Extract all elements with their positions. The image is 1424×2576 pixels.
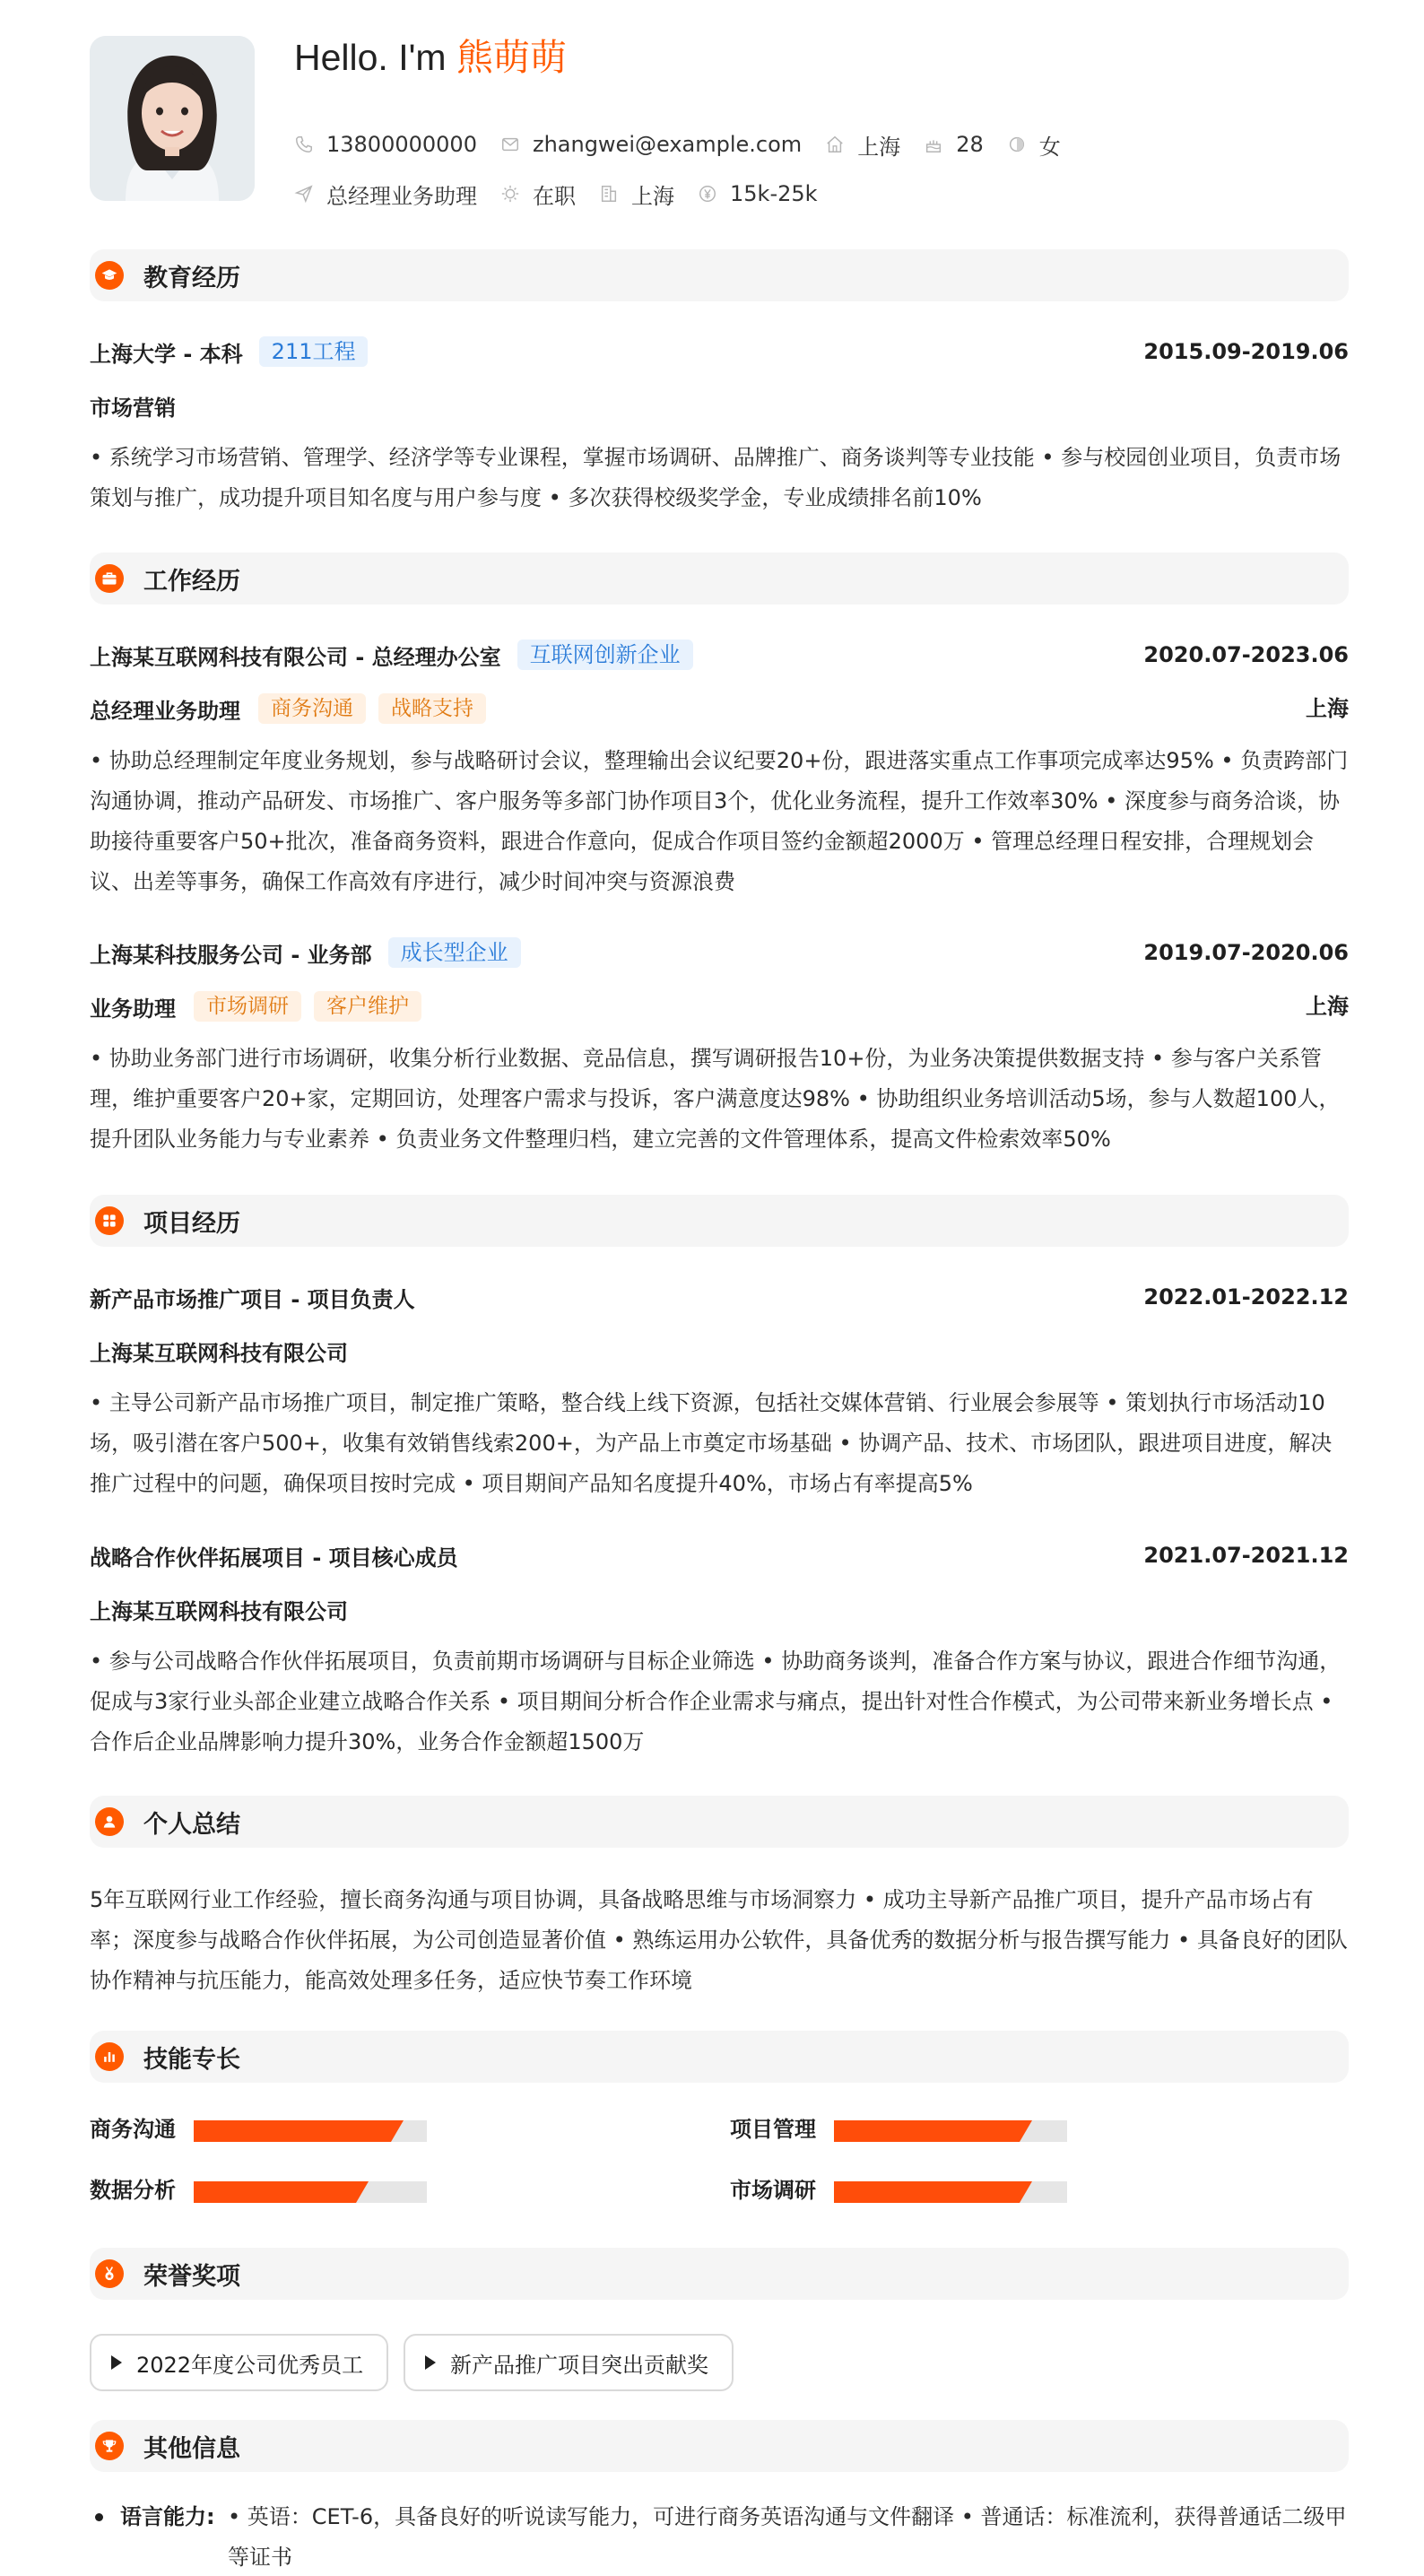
mail-icon bbox=[500, 135, 520, 154]
skill-fill bbox=[834, 2120, 1020, 2142]
expected-city-item bbox=[599, 178, 674, 210]
award-item bbox=[90, 2334, 388, 2391]
work-location: 上海 bbox=[1306, 994, 1349, 1019]
education-description: • 系统学习市场营销、管理学、经济学等专业课程，掌握市场调研、品牌推广、商务谈判等专业技能 • 参与校园创业项目，负责市场策划与推广，成功提升项目知名度与用户参与度 • 多次获得校级奖学金，专业成绩排名前10% bbox=[90, 445, 1342, 510]
work-role: 业务助理 bbox=[90, 996, 176, 1022]
work-role: 总经理业务助理 bbox=[90, 698, 240, 724]
avatar bbox=[90, 36, 255, 201]
summary-section-header bbox=[90, 1796, 1349, 1848]
work-entry-header bbox=[90, 639, 1349, 671]
contact-row bbox=[294, 128, 1084, 161]
play-icon bbox=[111, 2355, 122, 2370]
award-text: 2022年度公司优秀员工 bbox=[136, 2352, 364, 2378]
awards-list bbox=[90, 2334, 1349, 2391]
gender-item bbox=[1007, 129, 1061, 161]
briefcase-icon bbox=[95, 564, 124, 593]
language-text: • 英语：CET-6，具备良好的听说读写能力，可进行商务英语沟通与文件翻译 • 普通话：标准流利，获得普通话二级甲等证书 bbox=[228, 2504, 1347, 2570]
work-date: 2019.07-2020.06 bbox=[1143, 940, 1349, 965]
candidate-name: 熊萌萌 bbox=[456, 37, 567, 78]
work-company: 上海某互联网科技有限公司 - 总经理办公室 bbox=[90, 644, 501, 670]
other-section-header bbox=[90, 2420, 1349, 2472]
bar-chart-icon bbox=[95, 2042, 124, 2071]
phone-item bbox=[294, 132, 477, 157]
phone-icon bbox=[294, 135, 314, 154]
bullet-dot bbox=[95, 2513, 103, 2521]
work-skill-tag: 商务沟通 bbox=[258, 693, 366, 724]
status-icon bbox=[500, 184, 520, 204]
expected-city-text: 上海 bbox=[631, 183, 674, 209]
greeting-text: Hello. I'm bbox=[294, 37, 456, 78]
education-date: 2015.09-2019.06 bbox=[1143, 339, 1349, 364]
project-entry-header bbox=[90, 1281, 1349, 1313]
yen-icon bbox=[698, 184, 717, 204]
phone-text: 13800000000 bbox=[326, 132, 477, 157]
project-description: • 参与公司战略合作伙伴拓展项目，负责前期市场调研与目标企业筛选 • 协助商务谈判，准备合作方案与协议，跟进合作细节沟通，促成与3家行业头部企业建立战略合作关系 • 项目期间分析合作企业需求与痛点，提出针对性合作模式，为公司带来新业务增长点 • 合作后企业品牌影响力提升30%，业务合作金额超1500万 bbox=[90, 1649, 1342, 1754]
skill-name: 商务沟通 bbox=[90, 2117, 176, 2142]
email-text: zhangwei@example.com bbox=[532, 132, 803, 157]
project-date: 2021.07-2021.12 bbox=[1143, 1543, 1349, 1568]
summary-text: 5年互联网行业工作经验，擅长商务沟通与项目协调，具备战略思维与市场洞察力 • 成功主导新产品推广项目，提升产品市场占有率；深度参与战略合作伙伴拓展，为公司创造显著价值 • 熟练运用办公软件，具备优秀的数据分析与报告撰写能力 • 具备良好的团队协作精神与抗压能力，能高效处理多任务，适应快节奏工作环境 bbox=[90, 1887, 1348, 1993]
grid-icon bbox=[95, 1206, 124, 1235]
work-role-row bbox=[90, 692, 1349, 725]
project-description: • 主导公司新产品市场推广项目，制定推广策略，整合线上线下资源，包括社交媒体营销、行业展会参展等 • 策划执行市场活动10场，吸引潜在客户500+，收集有效销售线索200+，为产品上市奠定市场基础 • 协调产品、技术、市场团队，跟进项目进度，解决推广过程中的问题，确保项目按时完成 • 项目期间产品知名度提升40%，市场占有率提高5% bbox=[90, 1390, 1333, 1496]
projects-section-header bbox=[90, 1195, 1349, 1247]
work-company-tag: 互联网创新企业 bbox=[517, 640, 693, 670]
awards-section-header bbox=[90, 2248, 1349, 2300]
work-description: • 协助总经理制定年度业务规划，参与战略研讨会议，整理输出会议纪要20+份，跟进落实重点工作事项完成率达95% • 负责跨部门沟通协调，推动产品研发、市场推广、客户服务等多部门协作项目3个，优化业务流程，提升工作效率30% • 深度参与商务洽谈，协助接待重要客户50+批次，准备商务资料，跟进合作意向，促成合作项目签约金额超2000万 • 管理总经理日程安排，合理规划会议、出差等事务，确保工作高效有序进行，减少时间冲突与资源浪费 bbox=[90, 748, 1349, 894]
graduation-cap-icon bbox=[95, 261, 124, 290]
skill-bar bbox=[194, 2181, 427, 2203]
send-icon bbox=[294, 184, 314, 204]
education-section-title: 教育经历 bbox=[143, 264, 240, 292]
project-name: 战略合作伙伴拓展项目 - 项目核心成员 bbox=[90, 1545, 458, 1571]
cake-icon bbox=[924, 135, 943, 154]
summary-section-title: 个人总结 bbox=[143, 1810, 240, 1839]
project-date: 2022.01-2022.12 bbox=[1143, 1284, 1349, 1310]
project-company: 上海某互联网科技有限公司 bbox=[90, 1340, 348, 1366]
gender-text: 女 bbox=[1038, 134, 1061, 160]
greeting bbox=[294, 36, 567, 79]
medal-icon bbox=[95, 2259, 124, 2288]
skill-bar bbox=[834, 2181, 1067, 2203]
education-entry-header bbox=[90, 335, 1349, 368]
work-skill-tag: 战略支持 bbox=[378, 693, 486, 724]
work-section-header bbox=[90, 553, 1349, 605]
city-text: 上海 bbox=[857, 134, 901, 160]
job-intent-row bbox=[294, 178, 841, 210]
award-item bbox=[404, 2334, 734, 2391]
education-school: 上海大学 - 本科 bbox=[90, 341, 243, 367]
user-icon bbox=[95, 1807, 124, 1836]
skill-name: 市场调研 bbox=[730, 2178, 816, 2203]
city-item bbox=[825, 129, 900, 161]
work-skill-tag: 市场调研 bbox=[194, 991, 301, 1022]
work-skill-tag: 客户维护 bbox=[314, 991, 421, 1022]
building-icon bbox=[599, 184, 619, 204]
skills-section-title: 技能专长 bbox=[143, 2045, 240, 2074]
skill-fill bbox=[194, 2181, 356, 2203]
resume-header bbox=[90, 36, 1349, 222]
skills-section-header bbox=[90, 2031, 1349, 2083]
status-item bbox=[500, 178, 576, 210]
skill-bar bbox=[834, 2120, 1067, 2142]
home-icon bbox=[825, 135, 845, 154]
play-icon bbox=[425, 2355, 436, 2370]
work-role-group bbox=[90, 990, 1349, 1023]
project-name: 新产品市场推广项目 - 项目负责人 bbox=[90, 1286, 415, 1312]
trophy-icon bbox=[95, 2432, 124, 2460]
work-entry-header bbox=[90, 936, 1349, 969]
position-item bbox=[294, 178, 477, 210]
award-text: 新产品推广项目突出贡献奖 bbox=[450, 2352, 708, 2378]
skill-name: 项目管理 bbox=[730, 2117, 816, 2142]
work-date: 2020.07-2023.06 bbox=[1143, 642, 1349, 667]
language-label: 语言能力: bbox=[120, 2504, 215, 2529]
other-section-title: 其他信息 bbox=[143, 2434, 240, 2463]
work-company-tag: 成长型企业 bbox=[388, 937, 521, 968]
project-entry-header bbox=[90, 1539, 1349, 1571]
salary-text: 15k-25k bbox=[730, 181, 818, 206]
education-school-tag: 211工程 bbox=[259, 336, 369, 367]
education-major: 市场营销 bbox=[90, 395, 176, 421]
work-location: 上海 bbox=[1306, 696, 1349, 721]
resume-page bbox=[90, 36, 1349, 2570]
work-role-group bbox=[90, 692, 1349, 725]
email-item bbox=[500, 132, 802, 157]
project-company: 上海某互联网科技有限公司 bbox=[90, 1598, 348, 1624]
work-role-row bbox=[90, 990, 1349, 1023]
age-item bbox=[924, 132, 984, 157]
status-text: 在职 bbox=[533, 183, 576, 209]
salary-item bbox=[698, 181, 818, 206]
work-section-title: 工作经历 bbox=[143, 567, 240, 596]
work-description: • 协助业务部门进行市场调研，收集分析行业数据、竞品信息，撰写调研报告10+份，为业务决策提供数据支持 • 参与客户关系管理，维护重要客户20+家，定期回访，处理客户需求与投诉，客户满意度达98% • 协助组织业务培训活动5场，参与人数超100人，提升团队业务能力与专业素养 • 负责业务文件整理归档，建立完善的文件管理体系，提高文件检索效率50% bbox=[90, 1046, 1341, 1152]
skill-fill bbox=[194, 2120, 391, 2142]
age-text: 28 bbox=[956, 132, 984, 157]
awards-section-title: 荣誉奖项 bbox=[143, 2262, 240, 2291]
skill-bar bbox=[194, 2120, 427, 2142]
projects-section-title: 项目经历 bbox=[143, 1209, 240, 1238]
skill-name: 数据分析 bbox=[90, 2178, 176, 2203]
gender-icon bbox=[1007, 135, 1027, 154]
education-section-header bbox=[90, 249, 1349, 301]
position-text: 总经理业务助理 bbox=[326, 183, 477, 209]
skill-fill bbox=[834, 2181, 1020, 2203]
work-company: 上海某科技服务公司 - 业务部 bbox=[90, 942, 372, 968]
